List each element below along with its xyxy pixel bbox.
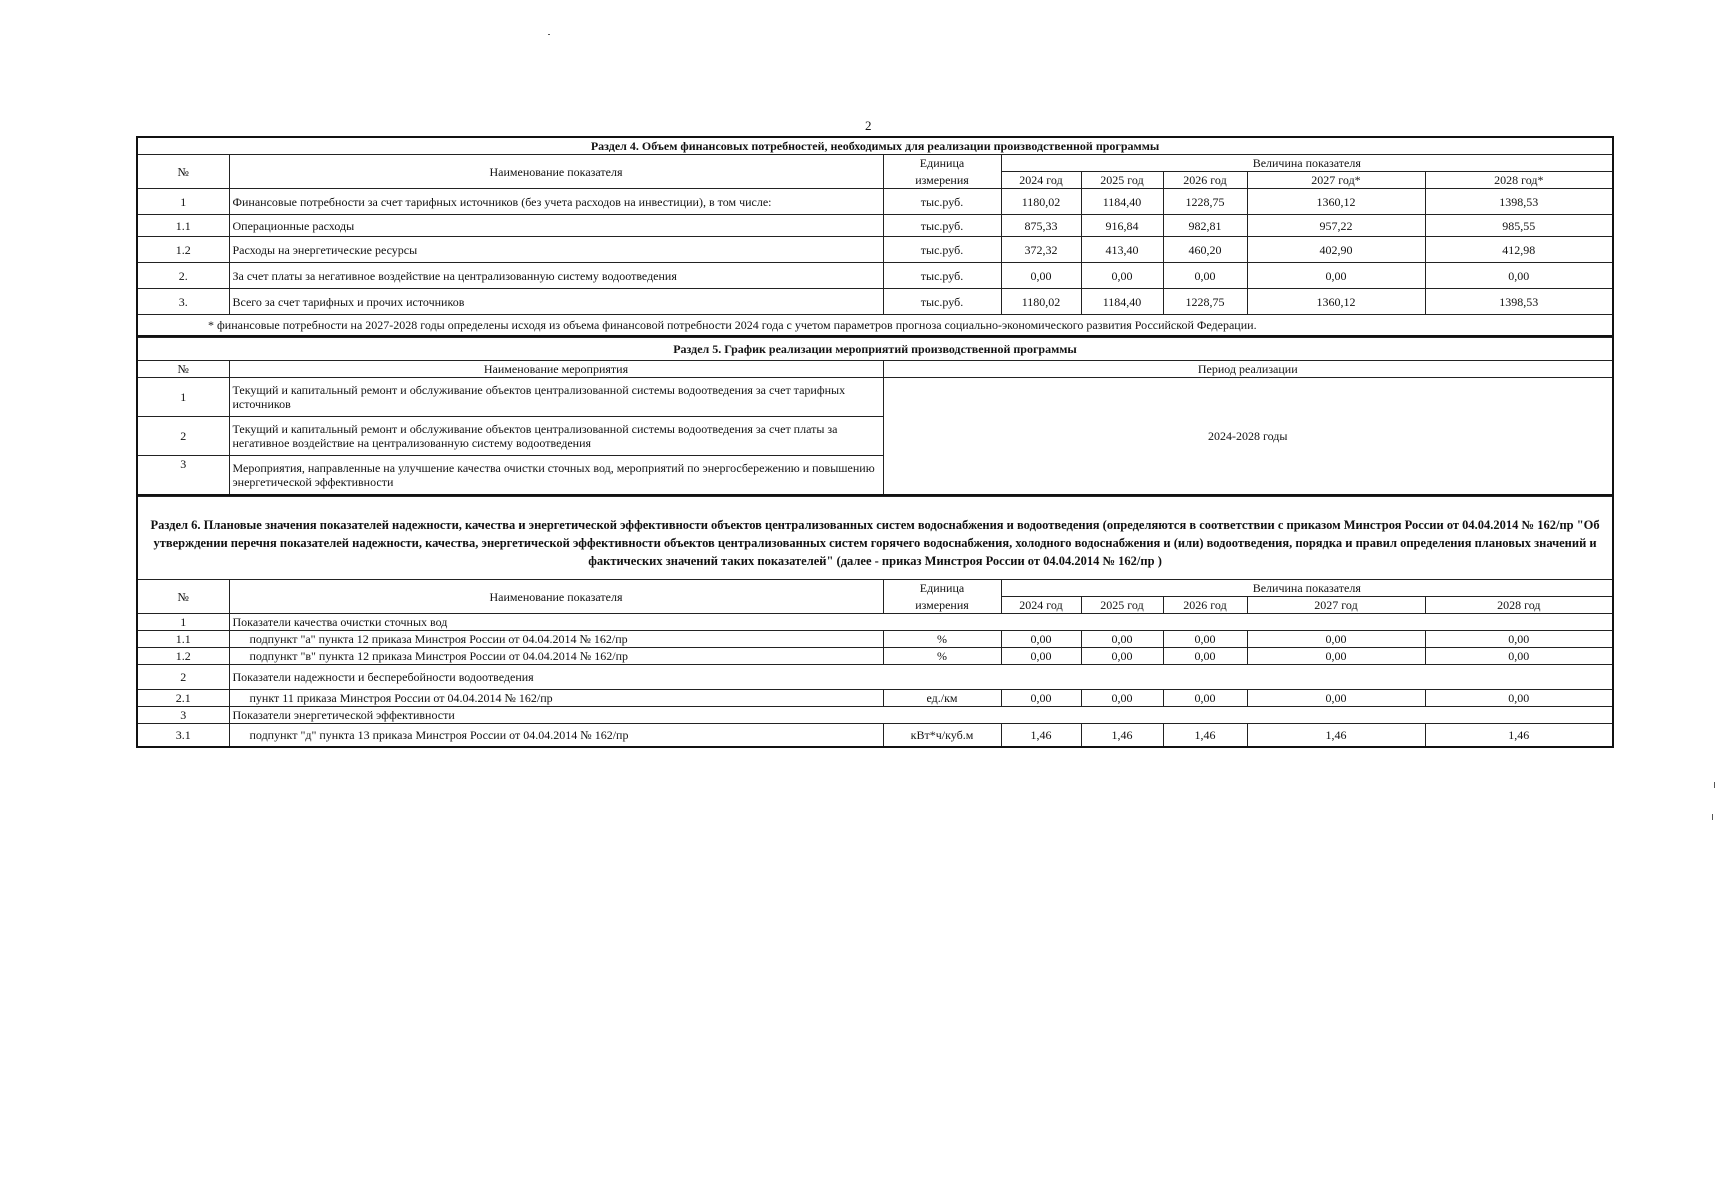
row-value: 0,00: [1247, 648, 1425, 665]
row-name: Текущий и капитальный ремонт и обслуживание объектов централизованной системы водоотведения за счет платы за негативное воздействие на централизованную систему водоотведения: [229, 417, 883, 456]
table-row: [137, 289, 1613, 315]
row-value: 0,00: [1001, 263, 1081, 289]
row-name: Текущий и капитальный ремонт и обслуживание объектов централизованной системы водоотведения за счет тарифных источников: [229, 378, 883, 417]
row-name: Операционные расходы: [229, 215, 883, 237]
row-value: 957,22: [1247, 215, 1425, 237]
row-name: За счет платы за негативное воздействие на централизованную систему водоотведения: [229, 263, 883, 289]
col-header-year: 2025 год: [1081, 597, 1163, 614]
row-value: 985,55: [1425, 215, 1613, 237]
period-value: 2024-2028 годы: [883, 378, 1613, 496]
row-value: 1360,12: [1247, 189, 1425, 215]
row-num: 3: [137, 456, 229, 496]
row-num: 1.1: [137, 215, 229, 237]
row-value: 1,46: [1081, 724, 1163, 748]
row-value: 1228,75: [1163, 289, 1247, 315]
col-header-name: Наименование показателя: [229, 155, 883, 189]
row-value: 0,00: [1163, 631, 1247, 648]
row-value: 916,84: [1081, 215, 1163, 237]
row-unit: тыс.руб.: [883, 289, 1001, 315]
row-num: 1.2: [137, 237, 229, 263]
row-value: 1,46: [1425, 724, 1613, 748]
col-header-year: 2028 год: [1425, 597, 1613, 614]
row-value: 1,46: [1247, 724, 1425, 748]
row-name: Мероприятия, направленные на улучшение качества очистки сточных вод, мероприятий по энергосбережению и повышению энергетической эффективности: [229, 456, 883, 496]
row-value: 1,46: [1163, 724, 1247, 748]
row-value: 1398,53: [1425, 289, 1613, 315]
row-value: 0,00: [1247, 263, 1425, 289]
row-value: 0,00: [1163, 263, 1247, 289]
row-value: 0,00: [1001, 690, 1081, 707]
table-row: [137, 724, 1613, 748]
row-name: подпункт "в" пункта 12 приказа Минстроя России от 04.04.2014 № 162/пр: [229, 648, 883, 665]
group-row: [137, 614, 1613, 631]
col-header-year: 2026 год: [1163, 597, 1247, 614]
row-value: 0,00: [1001, 648, 1081, 665]
row-value: 1360,12: [1247, 289, 1425, 315]
row-value: 0,00: [1425, 690, 1613, 707]
section4-table: [136, 136, 1614, 337]
group-num: 1: [137, 614, 229, 631]
row-name: Финансовые потребности за счет тарифных источников (без учета расходов на инвестиции), в том числе:: [229, 189, 883, 215]
col-header-value: Величина показателя: [1001, 155, 1613, 172]
row-value: 0,00: [1081, 690, 1163, 707]
col-header-period: Период реализации: [883, 361, 1613, 378]
document-body: [136, 136, 1612, 748]
section4-title: Раздел 4. Объем финансовых потребностей, необходимых для реализации производственной программы: [137, 137, 1613, 155]
row-name: Расходы на энергетические ресурсы: [229, 237, 883, 263]
row-value: 0,00: [1081, 648, 1163, 665]
col-header-num: №: [137, 580, 229, 614]
row-value: 1180,02: [1001, 189, 1081, 215]
row-num: 2: [137, 417, 229, 456]
table-row: [137, 263, 1613, 289]
row-value: 1184,40: [1081, 189, 1163, 215]
row-num: 1: [137, 189, 229, 215]
row-value: 0,00: [1247, 690, 1425, 707]
col-header-unit: Единица: [883, 580, 1001, 597]
row-value: 0,00: [1163, 648, 1247, 665]
row-value: 982,81: [1163, 215, 1247, 237]
row-name: подпункт "д" пункта 13 приказа Минстроя России от 04.04.2014 № 162/пр: [229, 724, 883, 748]
row-unit: тыс.руб.: [883, 215, 1001, 237]
row-unit: тыс.руб.: [883, 263, 1001, 289]
row-value: 402,90: [1247, 237, 1425, 263]
row-value: 0,00: [1425, 631, 1613, 648]
col-header-unit: Единица: [883, 155, 1001, 172]
row-num: 2.1: [137, 690, 229, 707]
row-name: Всего за счет тарифных и прочих источников: [229, 289, 883, 315]
group-num: 3: [137, 707, 229, 724]
col-header-unit-2: измерения: [883, 172, 1001, 189]
row-value: 412,98: [1425, 237, 1613, 263]
col-header-year: 2028 год*: [1425, 172, 1613, 189]
row-value: 1,46: [1001, 724, 1081, 748]
row-name: подпункт "а" пункта 12 приказа Минстроя России от 04.04.2014 № 162/пр: [229, 631, 883, 648]
row-unit: %: [883, 631, 1001, 648]
group-name: Показатели энергетической эффективности: [229, 707, 1613, 724]
row-value: 1398,53: [1425, 189, 1613, 215]
col-header-year: 2026 год: [1163, 172, 1247, 189]
section6-title: Раздел 6. Плановые значения показателей надежности, качества и энергетической эффективности объектов централизованных систем водоснабжения и водоотведения (определяются в соответствии с приказом Минстроя России от 04.04.2014 № 162/пр "Об утверждении перечня показателей надежности, качества, энергетической эффективности объектов централизованных систем горячего водоснабжения, холодного водоснабжения и (или) водоотведения, порядка и правил определения плановых значений и фактических значений таких показателей" (далее - приказ Минстроя России от 04.04.2014 № 162/пр ): [137, 497, 1613, 580]
row-num: 3.1: [137, 724, 229, 748]
col-header-year: 2027 год: [1247, 597, 1425, 614]
row-name: пункт 11 приказа Минстроя России от 04.04.2014 № 162/пр: [229, 690, 883, 707]
table-row: [137, 215, 1613, 237]
row-value: 0,00: [1001, 631, 1081, 648]
section4-footnote: * финансовые потребности на 2027-2028 годы определены исходя из объема финансовой потребности 2024 года с учетом параметров прогноза социально-экономического развития Российской Федерации.: [137, 315, 1613, 337]
group-row: [137, 707, 1613, 724]
col-header-num: №: [137, 361, 229, 378]
col-header-value: Величина показателя: [1001, 580, 1613, 597]
row-unit: ед./км: [883, 690, 1001, 707]
row-num: 2.: [137, 263, 229, 289]
row-value: 0,00: [1163, 690, 1247, 707]
table-row: [137, 690, 1613, 707]
row-unit: тыс.руб.: [883, 189, 1001, 215]
row-value: 875,33: [1001, 215, 1081, 237]
col-header-unit-2: измерения: [883, 597, 1001, 614]
group-row: [137, 665, 1613, 690]
col-header-year: 2024 год: [1001, 597, 1081, 614]
table-row: [137, 378, 1613, 417]
row-unit: %: [883, 648, 1001, 665]
row-value: 460,20: [1163, 237, 1247, 263]
row-num: 3.: [137, 289, 229, 315]
table-row: [137, 237, 1613, 263]
row-value: 1180,02: [1001, 289, 1081, 315]
page-number: 2: [865, 118, 872, 133]
row-value: 413,40: [1081, 237, 1163, 263]
col-header-year: 2024 год: [1001, 172, 1081, 189]
row-unit: тыс.руб.: [883, 237, 1001, 263]
row-value: 0,00: [1425, 648, 1613, 665]
section5-title: Раздел 5. График реализации мероприятий производственной программы: [137, 338, 1613, 361]
row-value: 0,00: [1081, 263, 1163, 289]
scan-speck: [548, 34, 550, 35]
scan-speck: [1714, 782, 1715, 788]
scan-speck: [1712, 814, 1713, 820]
col-header-year: 2027 год*: [1247, 172, 1425, 189]
row-num: 1.2: [137, 648, 229, 665]
row-num: 1.1: [137, 631, 229, 648]
row-value: 1184,40: [1081, 289, 1163, 315]
group-num: 2: [137, 665, 229, 690]
col-header-num: №: [137, 155, 229, 189]
col-header-year: 2025 год: [1081, 172, 1163, 189]
row-value: 0,00: [1425, 263, 1613, 289]
section6-table: [136, 496, 1614, 748]
table-row: [137, 189, 1613, 215]
section5-table: [136, 337, 1614, 496]
row-value: 0,00: [1081, 631, 1163, 648]
row-num: 1: [137, 378, 229, 417]
row-value: 0,00: [1247, 631, 1425, 648]
row-value: 372,32: [1001, 237, 1081, 263]
row-unit: кВт*ч/куб.м: [883, 724, 1001, 748]
row-value: 1228,75: [1163, 189, 1247, 215]
group-name: Показатели надежности и бесперебойности водоотведения: [229, 665, 1613, 690]
group-name: Показатели качества очистки сточных вод: [229, 614, 1613, 631]
table-row: [137, 648, 1613, 665]
col-header-name: Наименование мероприятия: [229, 361, 883, 378]
col-header-name: Наименование показателя: [229, 580, 883, 614]
table-row: [137, 631, 1613, 648]
